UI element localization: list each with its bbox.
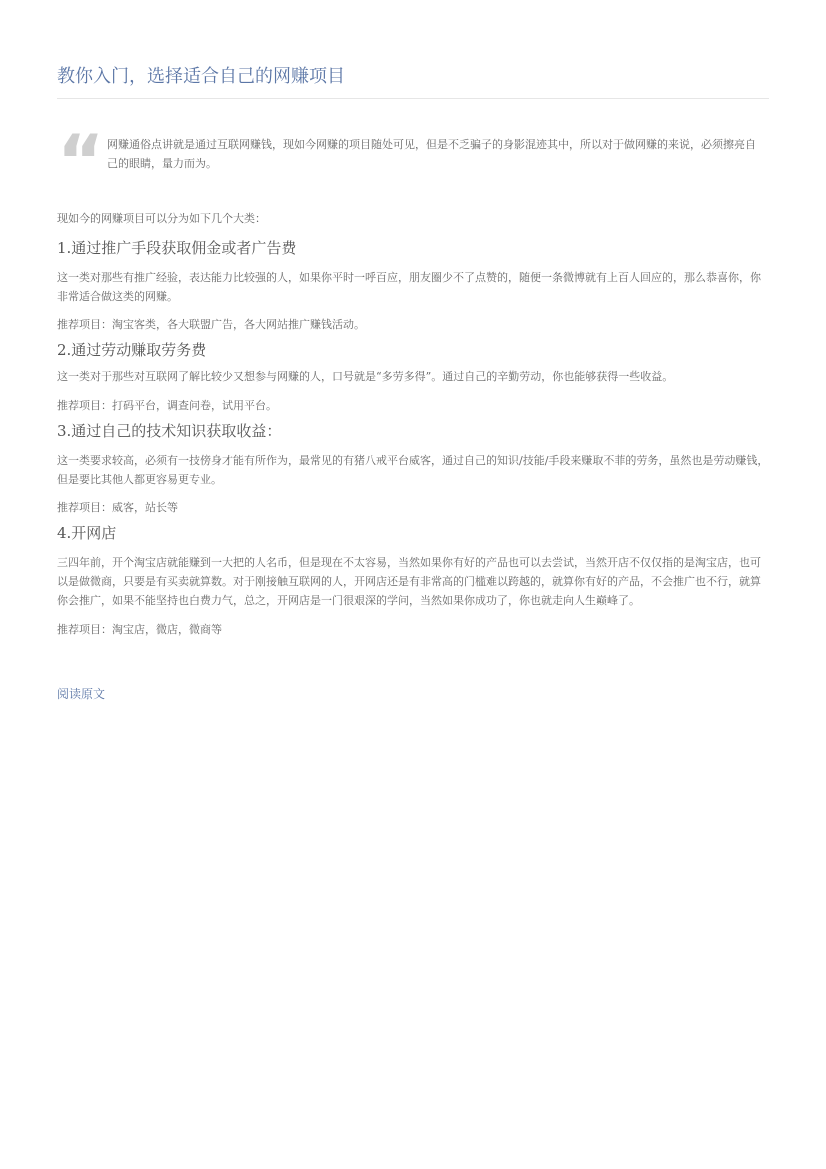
section-heading-4: 4.开网店 bbox=[57, 524, 117, 542]
article-summary-quote bbox=[57, 119, 769, 203]
section-body-3: 这一类要求较高，必须有一技傍身才能有所作为，最常见的有猪八戒平台威客，通过自己的知识/技能/手段来赚取不菲的劳务，虽然也是劳动赚钱，但是要比其他人都更容易更专业。 bbox=[57, 454, 769, 486]
section-body-2: 这一类对于那些对互联网了解比较少又想参与网赚的人，口号就是“多劳多得”。通过自己的辛勤劳动，你也能够获得一些收益。 bbox=[57, 370, 674, 383]
section-body-4: 三四年前，开个淘宝店就能赚到一大把的人名币，但是现在不太容易，当然如果你有好的产品也可以去尝试，当然开店不仅仅指的是淘宝店，也可以是做微商，只要是有买卖就算数。对于刚接触互联网的人，开网店还是有非常高的门槛难以跨越的，就算你有好的产品，不会推广也不行，就算你会推广，如果不能坚持也白费力气，总之，开网店是一门很艰深的学问，当然如果你成功了，你也就走向人生巅峰了。 bbox=[57, 556, 761, 607]
article-title: 教你入门，选择适合自己的网赚项目 bbox=[57, 0, 769, 99]
section-recommend-1: 推荐项目：淘宝客类，各大联盟广告，各大网站推广赚钱活动。 bbox=[57, 318, 365, 331]
section-heading-3: 3.通过自己的技术知识获取收益： bbox=[57, 422, 282, 440]
section-heading-2: 2.通过劳动赚取劳务费 bbox=[57, 341, 207, 359]
quote-mark-icon: “ bbox=[57, 119, 99, 203]
section-body-1: 这一类对那些有推广经验，表达能力比较强的人，如果你平时一呼百应，朋友圈少不了点赞的，随便一条微博就有上百人回应的，那么恭喜你，你非常适合做这类的网赚。 bbox=[57, 271, 761, 303]
article bbox=[57, 0, 769, 704]
section-heading-1: 1.通过推广手段获取佣金或者广告费 bbox=[57, 239, 297, 257]
read-original-link[interactable]: 阅读原文 bbox=[57, 687, 106, 701]
section-recommend-3: 推荐项目：威客，站长等 bbox=[57, 501, 178, 514]
section-recommend-4: 推荐项目：淘宝店，微店，微商等 bbox=[57, 623, 222, 636]
section-recommend-2: 推荐项目：打码平台，调查问卷，试用平台。 bbox=[57, 399, 277, 412]
quote-text: 网赚通俗点讲就是通过互联网赚钱，现如今网赚的项目随处可见，但是不乏骗子的身影混迹其中，所以对于做网赚的来说，必须擦亮自己的眼睛，量力而为。 bbox=[107, 138, 756, 170]
intro-paragraph: 现如今的网赚项目可以分为如下几个大类： bbox=[57, 212, 266, 225]
